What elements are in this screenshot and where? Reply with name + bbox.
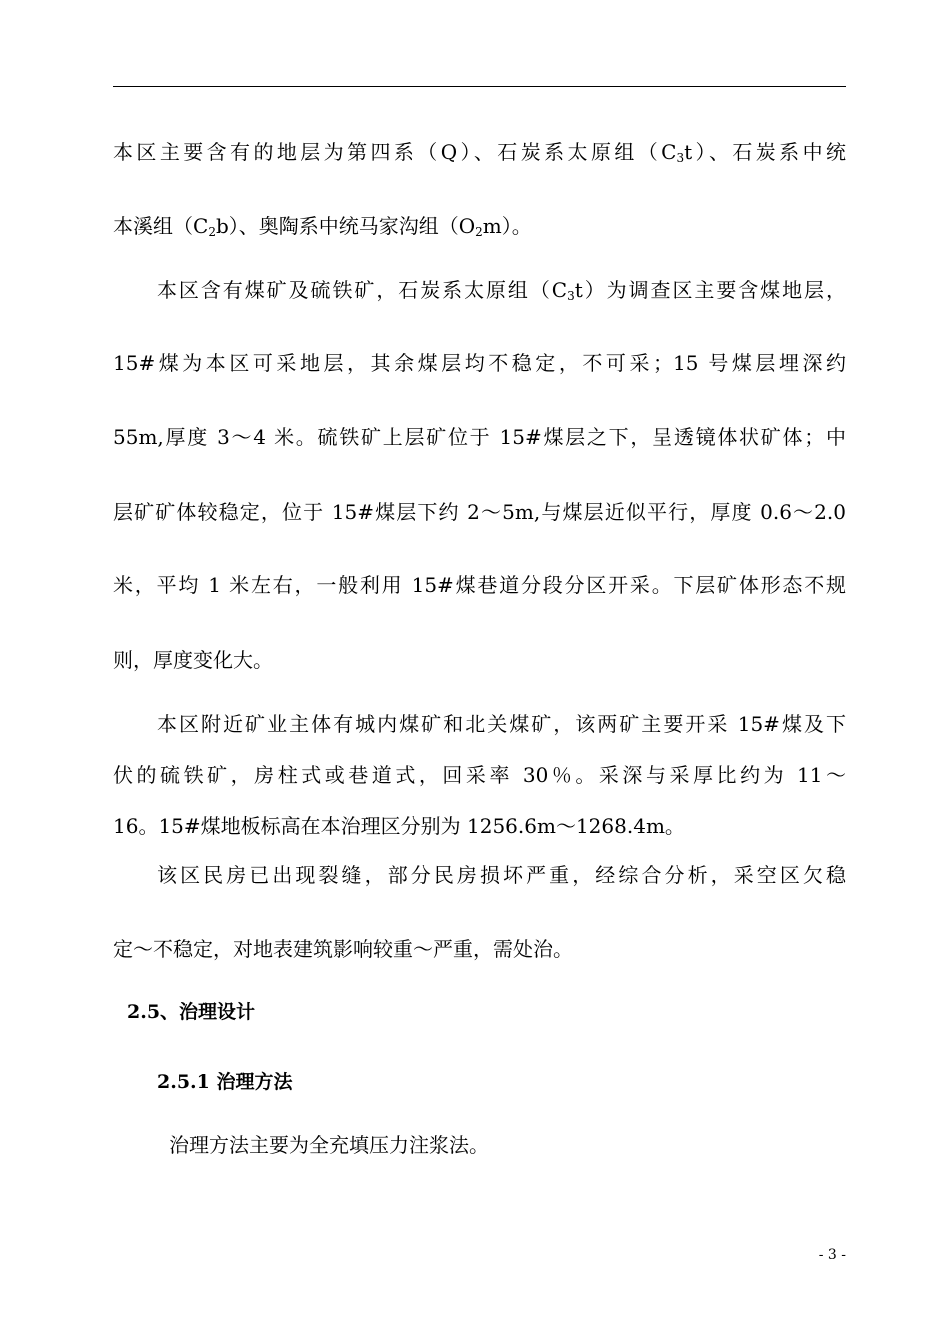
paragraph-3-line-2: 伏的硫铁矿，房柱式或巷道式，回采率 30％。采深与采厚比约为 11～ <box>113 763 846 787</box>
paragraph-1-line-2 <box>113 212 532 240</box>
paragraph-4-line-2: 定～不稳定，对地表建筑影响较重～严重，需处治。 <box>113 937 573 961</box>
paragraph-3-line-3: 16。15#煤地板标高在本治理区分别为 1256.6m～1268.4m。 <box>113 814 685 838</box>
paragraph-1-line-1 <box>113 138 846 166</box>
text-run: t）、石炭系中统 <box>684 140 846 164</box>
section-heading: 2.5、治理设计 <box>127 1001 256 1023</box>
paragraph-2-line-1 <box>157 276 846 304</box>
paragraph-2-line-6: 则，厚度变化大。 <box>113 648 273 672</box>
text-run: 本溪组（C <box>113 214 209 238</box>
text-run: b）、奥陶系中统马家沟组（O <box>215 214 476 238</box>
text-run: t）为调查区主要含煤地层， <box>574 278 846 302</box>
subscript: 3 <box>567 289 575 303</box>
text-run: m）。 <box>482 214 532 238</box>
paragraph-2-line-4: 层矿矿体较稳定，位于 15#煤层下约 2～5m,与煤层近似平行，厚度 0.6～2.0 <box>113 500 846 524</box>
subscript: 2 <box>475 225 483 239</box>
page-number: - 3 - <box>818 1247 846 1263</box>
subscript: 3 <box>676 151 685 165</box>
paragraph-2-line-2: 15#煤为本区可采地层，其余煤层均不稳定，不可采；15 号煤层埋深约 <box>113 351 846 375</box>
paragraph-4-line-1: 该区民房已出现裂缝，部分民房损坏严重，经综合分析，采空区欠稳 <box>157 863 846 887</box>
subscript: 2 <box>208 225 216 239</box>
paragraph-2-line-5: 米，平均 1 米左右，一般利用 15#煤巷道分段分区开采。下层矿体形态不规 <box>113 573 846 597</box>
text-run: 本区含有煤矿及硫铁矿，石炭系太原组（C <box>157 278 568 302</box>
text-run: 本区主要含有的地层为第四系（Q）、石炭系太原组（C <box>113 140 677 164</box>
paragraph-2-line-3: 55m,厚度 3～4 米。硫铁矿上层矿位于 15#煤层之下，呈透镜体状矿体；中 <box>113 425 846 449</box>
subsection-heading: 2.5.1 治理方法 <box>157 1071 293 1093</box>
paragraph-5: 治理方法主要为全充填压力注浆法。 <box>169 1133 489 1157</box>
paragraph-3-line-1: 本区附近矿业主体有城内煤矿和北关煤矿，该两矿主要开采 15#煤及下 <box>157 712 846 736</box>
header-rule <box>113 86 846 87</box>
